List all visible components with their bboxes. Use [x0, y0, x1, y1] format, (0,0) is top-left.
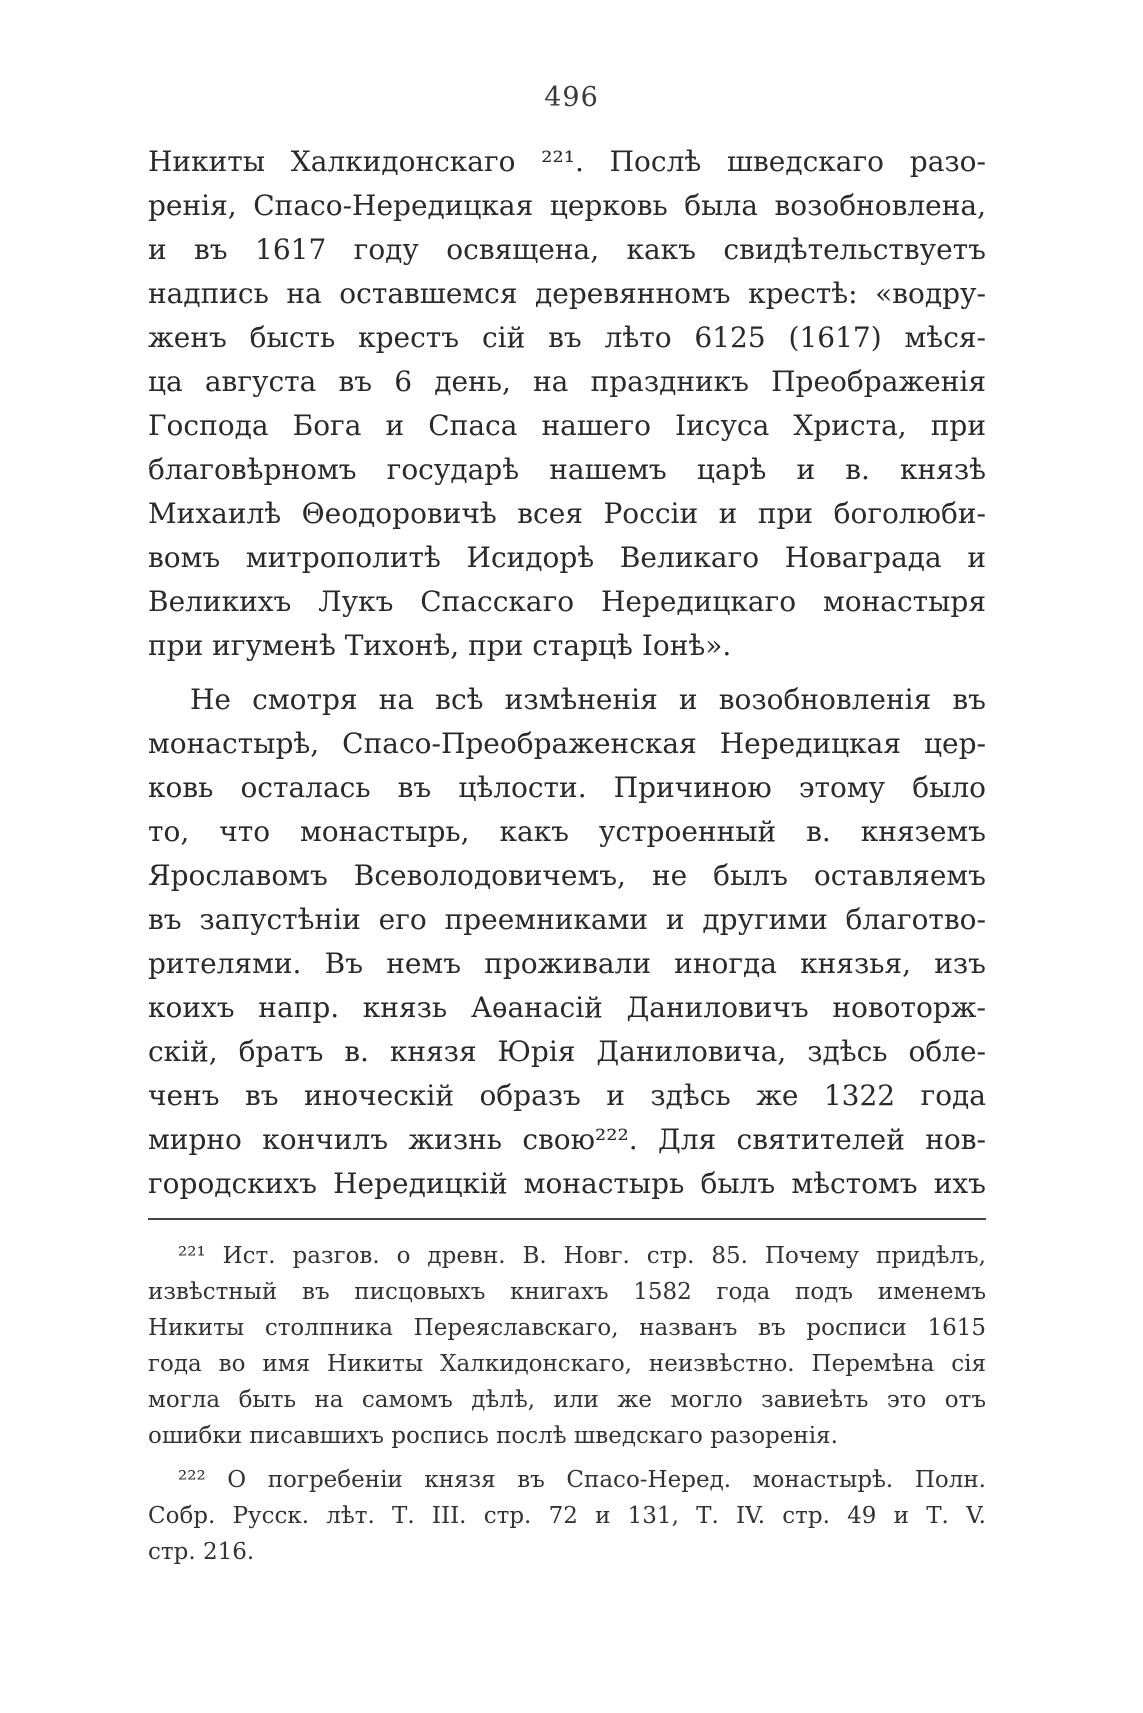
text-line: въ запустѣніи его преемниками и другими благотво-: [148, 903, 986, 936]
footnote-line: могла быть на самомъ дѣлѣ, или же могло завиеѣть это отъ: [148, 1387, 986, 1413]
footnote-line: ошибки писавшихъ роспись послѣ шведскаго разоренія.: [148, 1423, 838, 1449]
text-line: женъ бысть крестъ сій въ лѣто 6125 (1617) мѣся-: [148, 321, 986, 354]
paragraph-gap: [148, 668, 986, 678]
text-line: Михаилѣ Θеодоровичѣ всея Россіи и при боголюби-: [148, 497, 986, 530]
footnote-line: ²²¹ Ист. разгов. о древн. В. Новг. стр. 85. Почему придѣлъ,: [178, 1243, 986, 1269]
text-line: Господа Бога и Спаса нашего Іисуса Христа, при: [148, 409, 986, 442]
footnote-separator: [148, 1218, 986, 1220]
text-line: надпись на оставшемся деревянномъ крестѣ: «водру-: [148, 277, 986, 310]
text-line: монастырѣ, Спасо-Преображенская Нередицкая цер-: [148, 727, 986, 760]
text-line: и въ 1617 году освящена, какъ свидѣтельствуетъ: [148, 233, 986, 266]
text-line: коихъ напр. князь Аѳанасій Даниловичъ новоторж-: [148, 991, 986, 1024]
footnote-line: ²²² О погребеніи князя въ Спасо-Неред. монастырѣ. Полн.: [178, 1467, 986, 1493]
text-line: Великихъ Лукъ Спасскаго Нередицкаго монастыря: [148, 585, 986, 618]
text-line: рителями. Въ немъ проживали иногда князья, изъ: [148, 947, 986, 980]
text-line: благовѣрномъ государѣ нашемъ царѣ и в. князѣ: [148, 453, 986, 486]
footnote-line: Собр. Русск. лѣт. Т. III. стр. 72 и 131, Т. IV. стр. 49 и Т. V.: [148, 1503, 986, 1529]
footnote-line: Никиты столпника Переяславскаго, названъ въ росписи 1615: [148, 1315, 986, 1341]
text-line: скій, братъ в. князя Юрія Даниловича, здѣсь обле-: [148, 1035, 986, 1068]
text-line: ковь осталась въ цѣлости. Причиною этому было: [148, 771, 986, 804]
text-line: при игуменѣ Тихонѣ, при старцѣ Іонѣ».: [148, 629, 732, 662]
text-line: Не смотря на всѣ измѣненія и возобновленія въ: [190, 683, 986, 716]
text-line: Никиты Халкидонскаго ²²¹. Послѣ шведскаго разо-: [148, 145, 986, 178]
text-line: городскихъ Нередицкій монастырь былъ мѣстомъ ихъ: [148, 1167, 986, 1200]
text-line: мирно кончилъ жизнь свою²²². Для святителей нов-: [148, 1123, 986, 1156]
text-line: ренія, Спасо-Нередицкая церковь была возобновлена,: [148, 189, 986, 222]
footnotes: [148, 1238, 986, 1570]
text-line: ца августа въ 6 день, на праздникъ Преображенія: [148, 365, 986, 398]
text-line: то, что монастырь, какъ устроенный в. княземъ: [148, 815, 986, 848]
footnote-line: года во имя Никиты Халкидонскаго, неизвѣстно. Перемѣна сія: [148, 1351, 986, 1377]
text-line: Ярославомъ Всеволодовичемъ, не былъ оставляемъ: [148, 859, 986, 892]
footnote-line: извѣстный въ писцовыхъ книгахъ 1582 года подъ именемъ: [148, 1279, 986, 1305]
footnote-gap: [148, 1454, 986, 1462]
text-line: ченъ въ иноческій образъ и здѣсь же 1322 года: [148, 1079, 986, 1112]
page-number: 496: [544, 82, 599, 113]
footnote-line: стр. 216.: [148, 1539, 255, 1565]
main-text: [148, 140, 986, 1206]
text-line: вомъ митрополитѣ Исидорѣ Великаго Новаграда и: [148, 541, 986, 574]
